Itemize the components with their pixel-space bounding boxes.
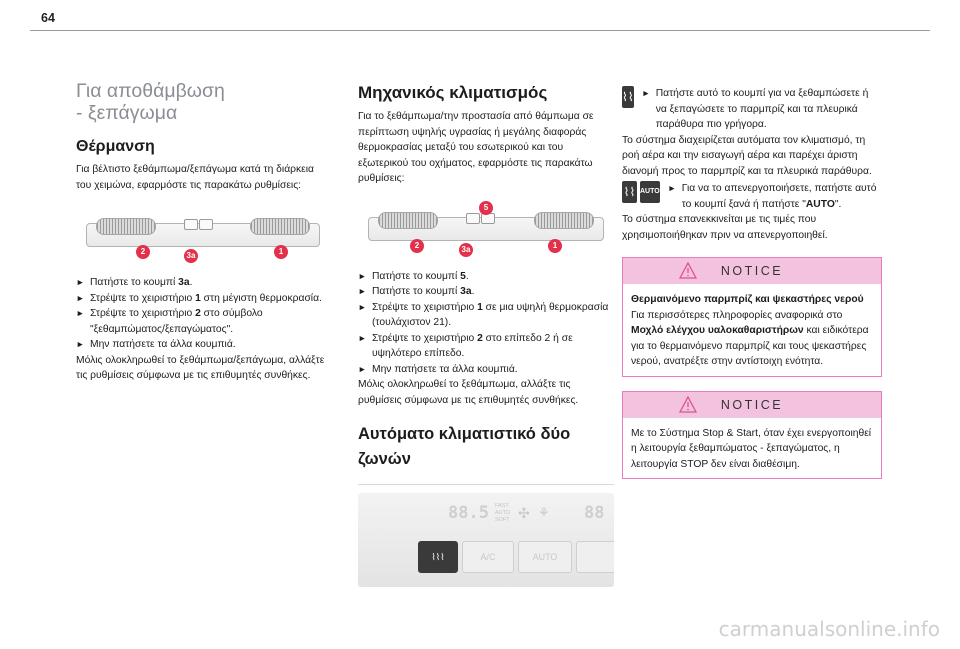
step-item: ► Μην πατήσετε τα άλλα κουμπιά. bbox=[76, 337, 330, 353]
step-item: ► Στρέψτε το χειριστήριο 1 στη μέγιστη θερμοκρασία. bbox=[76, 291, 330, 307]
heating-outro: Μόλις ολοκληρωθεί το ξεθάμπωμα/ξεπάγωμα, αλλάξτε τις ρυθμίσεις σύμφωνα με τις επιθυμητές συνθήκες. bbox=[76, 354, 325, 381]
arrow-icon: ► bbox=[76, 308, 85, 318]
fan-knob bbox=[534, 212, 594, 229]
heating-steps bbox=[76, 275, 330, 353]
auto-button-icon: AUTO bbox=[640, 181, 660, 203]
column-heating bbox=[76, 80, 330, 384]
fan-knob bbox=[250, 218, 310, 235]
notice-heading: Θερμαινόμενο παρμπρίζ και ψεκαστήρες νερού bbox=[631, 294, 864, 305]
panel-auto-label: AUTO bbox=[495, 510, 511, 516]
panel-fast-label: FAST bbox=[495, 503, 509, 509]
windscreen-demist-icon: ⌇⌇ bbox=[622, 86, 634, 108]
windscreen-demist-button-icon: ⌇⌇⌇ bbox=[418, 541, 458, 573]
auto-button: AUTO bbox=[518, 541, 572, 573]
step-item: ► Στρέψτε το χειριστήριο 2 στο σύμβολο "ξεθαμπώματος/ξεπαγώματος". bbox=[76, 306, 330, 337]
airflow-icon: ⚘ bbox=[538, 505, 550, 520]
step-item: ► Πατήστε το κουμπί 3a. bbox=[76, 275, 330, 291]
arrow-icon: ► bbox=[358, 286, 367, 296]
heating-controls-illustration bbox=[76, 203, 330, 265]
deactivate-body: Το σύστημα επανεκκινείται με τις τιμές που χρησιμοποιήθηκαν πριν να απενεργοποιηθεί. bbox=[622, 214, 828, 241]
callout-badge: 2 bbox=[410, 239, 424, 253]
column-dual-zone-text bbox=[622, 86, 882, 479]
step-item: ► Στρέψτε το χειριστήριο 1 σε μια υψηλή θερμοκρασία (τουλάχιστον 21). bbox=[358, 300, 614, 331]
recirculation-button-icon bbox=[184, 219, 198, 230]
panel-button bbox=[576, 541, 614, 573]
page-number: 64 bbox=[41, 11, 55, 25]
callout-badge: 2 bbox=[136, 245, 150, 259]
dual-zone-heading: Αυτόματο κλιματιστικό δύο ζωνών bbox=[358, 425, 571, 468]
dual-zone-panel-illustration bbox=[358, 493, 614, 587]
arrow-icon: ► bbox=[358, 301, 367, 312]
arrow-icon: ► bbox=[641, 88, 651, 98]
arrow-icon: ► bbox=[76, 339, 85, 349]
panel-temp-left: 88.5 bbox=[448, 503, 489, 523]
manual-ac-intro: Για το ξεθάμπωμα/την προστασία από θάμπωμα σε περίπτωση υψηλής υγρασίας ή μεγάλης διαφοράς θερμοκρασίας μεταξύ του εσωτερικού και του εξωτερικού του οχήματος, εφαρμόστε τις παρακάτω ρυθμίσεις: bbox=[358, 111, 594, 184]
panel-soft-label: SOFT bbox=[495, 517, 510, 523]
heating-heading: Θέρμανση bbox=[76, 138, 155, 155]
step-item: ► Πατήστε το κουμπί 5. bbox=[358, 269, 614, 285]
arrow-icon: ► bbox=[76, 277, 85, 287]
heating-intro: Για βέλτιστο ξεθάμπωμα/ξεπάγωμα κατά τη διάρκεια του χειμώνα, εφαρμόστε τις παρακάτω ρυθμίσεις: bbox=[76, 164, 314, 191]
manual-ac-steps bbox=[358, 269, 614, 378]
demist-step: ⌇⌇ ► Πατήστε αυτό το κουμπί για να ξεθαμπώσετε ή να ξεπαγώσετε το παρμπρίζ και τα πλευρικά παράθυρα πιο γρήγορα. bbox=[622, 86, 882, 133]
recirculation-button-icon bbox=[466, 213, 480, 224]
callout-badge: 3a bbox=[459, 243, 473, 257]
ac-button: A/C bbox=[462, 541, 514, 573]
arrow-icon: ► bbox=[358, 270, 367, 281]
notice-box bbox=[622, 257, 882, 377]
fan-icon: ✣ bbox=[518, 505, 530, 521]
temperature-knob bbox=[96, 218, 156, 235]
header-rule bbox=[30, 30, 930, 31]
notice-box bbox=[622, 391, 882, 480]
windscreen-demist-button-icon bbox=[199, 219, 213, 230]
notice-text: Με το Σύστημα Stop & Start, όταν έχει ενεργοποιηθεί η λειτουργία ξεθαμπώματος - ξεπαγώματος, η λειτουργία STOP δεν είναι διαθέσιμη. bbox=[631, 427, 872, 470]
deactivate-step: ⌇⌇ AUTO ► Για να το απενεργοποιήσετε, πατήστε αυτό το κουμπί ξανά ή πατήστε "AUTO". bbox=[622, 181, 882, 212]
arrow-icon: ► bbox=[76, 292, 85, 303]
step-item: ► Στρέψτε το χειριστήριο 2 στο επίπεδο 2 ή σε υψηλότερο επίπεδο. bbox=[358, 331, 614, 362]
column-manual-ac bbox=[358, 80, 614, 587]
windscreen-demist-icon: ⌇⌇ bbox=[622, 181, 637, 203]
arrow-icon: ► bbox=[358, 363, 367, 374]
divider bbox=[358, 484, 614, 485]
arrow-icon: ► bbox=[667, 183, 677, 193]
step-item: ► Πατήστε το κουμπί 3a. bbox=[358, 284, 614, 300]
manual-ac-outro: Μόλις ολοκληρωθεί το ξεθάμπωμα, αλλάξτε τις ρυθμίσεις σύμφωνα με τις επιθυμητές συνθήκες. bbox=[358, 379, 579, 406]
panel-temp-right: 88 bbox=[584, 503, 605, 523]
section-title: Για αποθάμβωση - ξεπάγωμα bbox=[76, 80, 225, 124]
watermark: carmanualsonline.info bbox=[718, 617, 940, 641]
notice-title: NOTICE bbox=[720, 264, 784, 278]
temperature-knob bbox=[378, 212, 438, 229]
step-item: ► Μην πατήσετε τα άλλα κουμπιά. bbox=[358, 362, 614, 378]
notice-title: NOTICE bbox=[720, 397, 784, 412]
callout-badge: 1 bbox=[548, 239, 562, 253]
manual-ac-controls-illustration bbox=[358, 201, 614, 259]
callout-badge: 5 bbox=[479, 201, 493, 215]
demist-body: Το σύστημα διαχειρίζεται αυτόματα τον κλιματισμό, τη ροή αέρα και την εισαγωγή αέρα και παρέχει άριστη διανομή προς το παρμπρίζ και τα πλευρικά παράθυρα. bbox=[622, 134, 872, 177]
warning-icon bbox=[679, 396, 697, 413]
manual-ac-heading: Μηχανικός κλιματισμός bbox=[358, 83, 548, 102]
callout-badge: 1 bbox=[274, 245, 288, 259]
notice-text: Για περισσότερες πληροφορίες αναφορικά στο Μοχλό ελέγχου υαλοκαθαριστήρων και ειδικότερα για το θερμαινόμενο παρμπρίζ και τους ψεκαστήρες νερού, ανατρέξτε στην αντίστοιχη ενότητα. bbox=[631, 309, 869, 367]
callout-badge: 3a bbox=[184, 249, 198, 263]
warning-icon bbox=[679, 262, 697, 279]
arrow-icon: ► bbox=[358, 332, 367, 343]
